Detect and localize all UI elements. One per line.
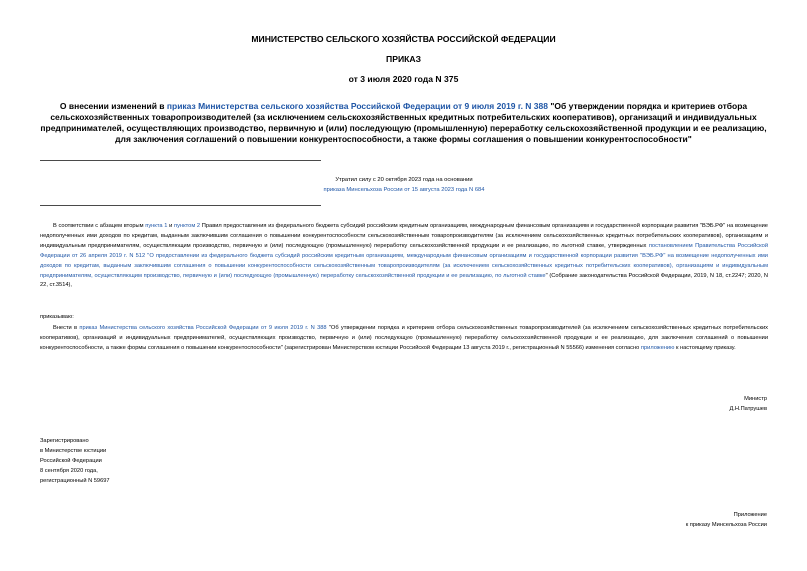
document-title [36, 101, 771, 145]
registration-line: Зарегистрировано [40, 438, 89, 444]
appendix-link[interactable]: приложению [640, 344, 675, 351]
appendix-line: Приложение [733, 512, 767, 518]
amended-order-link[interactable]: приказ Министерства сельского хозяйства Российской Федерации от 9 июля 2019 г. N 388 [79, 325, 327, 331]
order-word: приказываю: [40, 314, 74, 320]
operative-text: "Об утверждении порядка и критериев отбора сельскохозяйственных товаропроизводителей (за исключением сельскохозяйственных кредитных потребительских кооперативов), организаций и индивидуальных предпринимателей, осуществляющих производство, первичную и (или) последующую (промышленную) переработку сельскохозяйственной продукции и ее реализацию, для заключения соглашений о повышении конкурентоспособности, а также формы соглашения о повышении конкурентоспособности" (зарегистрирован Министерством юстиции Российской Федерации 13 августа 2019 г., регистрационный N 55566) изменения согласно [40, 325, 768, 351]
registration-line: регистрационный N 59697 [40, 477, 110, 484]
appendix-caption [686, 511, 767, 531]
preamble-paragraph [40, 222, 768, 291]
clause-2-link[interactable]: пунктом 2 [174, 223, 201, 229]
preamble-text: и [167, 223, 174, 229]
divider-bottom [40, 205, 321, 206]
government-decree-link[interactable]: постановлением Правительства Российской Федерации от 26 апреля 2019 г. N 512 "О предоставлении из федерального бюджета субсидий российским кредитным организациям, международным финансовым организациям и государственной корпорации развития "ВЭБ.РФ" на возмещение недополученных ими доходов по кредитам, выданным заключившим соглашения о повышении конкурентоспособности сельскохозяйственным товаропроизводителям (за исключением сельскохозяйственных кредитных потребительских кооперативов), организациям и индивидуальным предпринимателям, осуществляющим производство, первичную и (или) последующую (промышленную) переработку сельскохозяйственной продукции и ее реализацию, по льготной ставке [40, 242, 768, 279]
repeal-order-link[interactable]: приказа Минсельхоза России от 15 августа 2023 года N 684 [323, 187, 485, 193]
operative-text: к настоящему приказу. [674, 344, 736, 351]
status-note-line: Утратил силу с 20 октября 2023 года на основании [335, 177, 473, 183]
doc-date-number: от 3 июля 2020 года N 375 [348, 74, 459, 84]
preamble-text: Правил предоставления из федерального бюджета субсидий российским кредитным организациям, международным финансовым организациям и государственной корпорации развития "ВЭБ.РФ" на возмещение недополученных ими доходов по кредитам, выданным заключившим соглашения о повышении конкурентоспособности сельскохозяйственным товаропроизводителям (за исключением сельскохозяйственных кредитных потребительских кооперативов), организациям и индивидуальным предпринимателям, осуществляющим производство, первичную и (или) последующую (промышленную) переработку сельскохозяйственной продукции и ее реализацию, по льготной ставке, утвержденных [40, 223, 768, 249]
registration-line: 8 сентября 2020 года, [40, 467, 98, 474]
title-text-end: "Об утверждении порядка и критериев отбора сельскохозяйственных товаропроизводителей (за исключением сельскохозяйственных кредитных потребительских кооперативов), организаций и индивидуальных предпринимателей, осуществляющих производство, первичную и (или) последующую (промышленную) переработку сельскохозяйственной продукции и ее реализацию, для заключения соглашений о повышении конкурентоспособности, а также формы соглашения о повышении конкурентоспособности" [40, 101, 767, 144]
registration-line: в Министерстве юстиции [40, 447, 107, 454]
operative-text: Внести в [53, 325, 80, 331]
signature-block [729, 395, 767, 415]
ministry-heading: МИНИСТЕРСТВО СЕЛЬСКОГО ХОЗЯЙСТВА РОССИЙСКОЙ ФЕДЕРАЦИИ [251, 34, 556, 44]
preamble-text: В соответствии с абзацем вторым [53, 223, 146, 229]
doc-type-heading: ПРИКАЗ [386, 54, 421, 64]
signatory-name: Д.Н.Патрушев [729, 405, 767, 412]
operative-paragraph [40, 324, 768, 354]
title-text-start: О внесении изменений в [59, 101, 167, 111]
clause-1-link[interactable]: пункта 1 [145, 223, 168, 229]
appendix-line: к приказу Минсельхоза России [685, 521, 767, 528]
signatory-position: Министр [744, 396, 767, 402]
title-order-link[interactable]: приказ Министерства сельского хозяйства Российской Федерации от 9 июля 2019 г. N 388 [166, 101, 548, 111]
divider-top [40, 160, 321, 161]
status-note [236, 175, 572, 195]
preamble-text: " (Собрание законодательства Российской Федерации, 2019, N 18, ст.2247; 2020, N 22, ст.3514), [40, 272, 768, 289]
registration-line: Российской Федерации [40, 457, 102, 464]
registration-block [40, 437, 110, 487]
